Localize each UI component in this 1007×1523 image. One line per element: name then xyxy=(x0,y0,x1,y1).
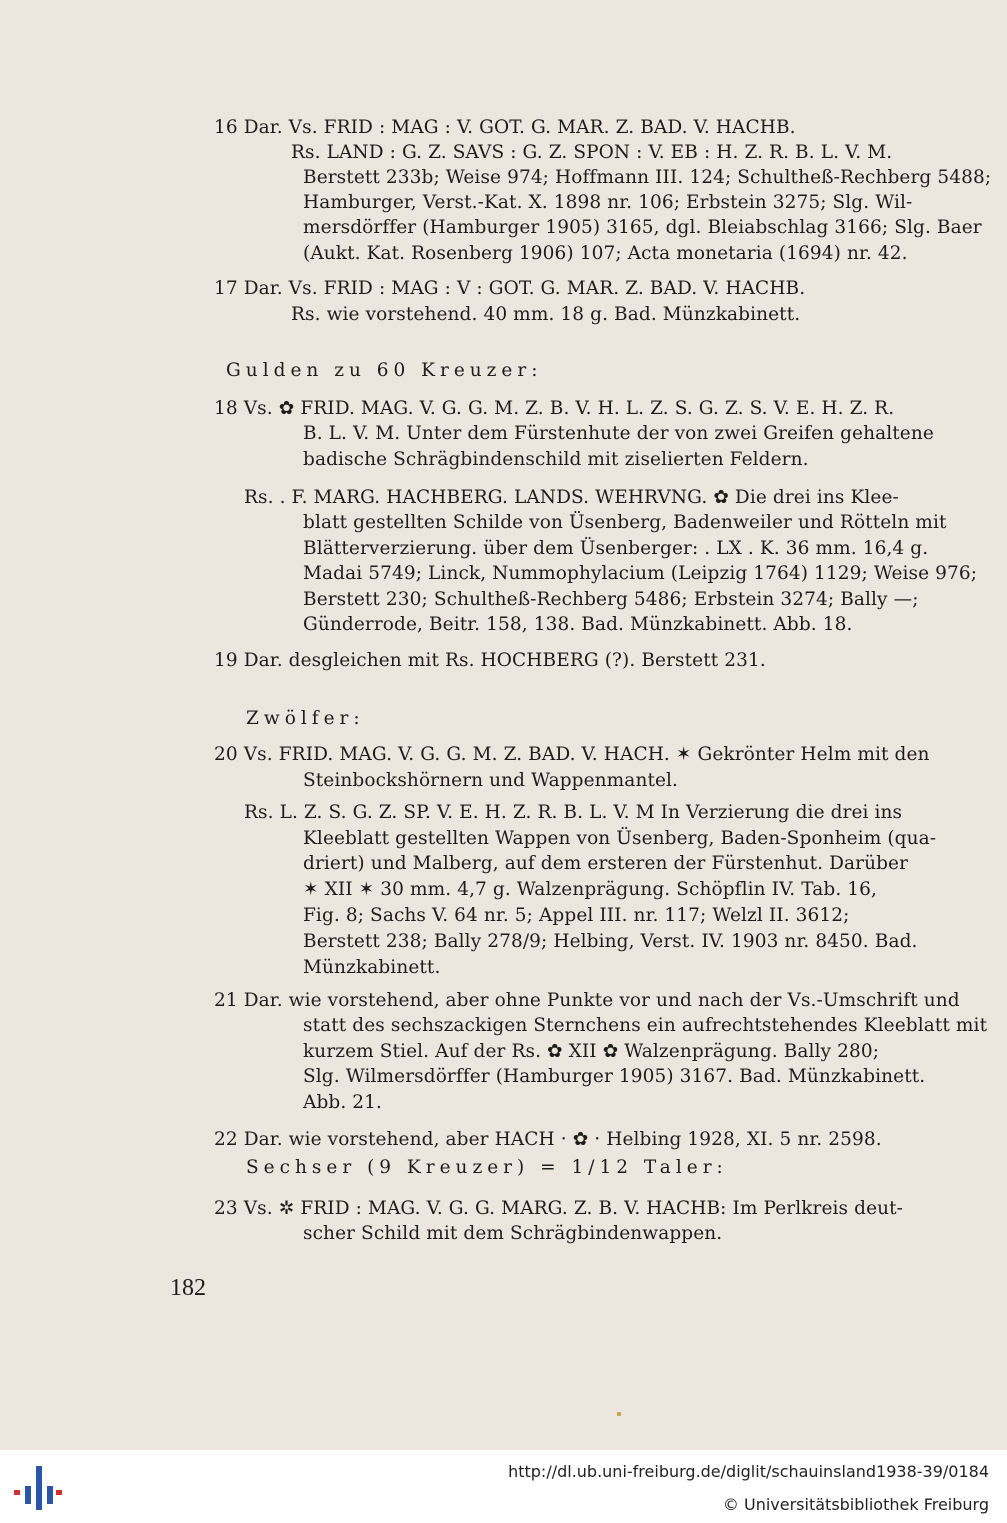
text-line: Günderrode, Beitr. 158, 138. Bad. Münzkabinett. Abb. 18. xyxy=(303,614,853,635)
copyright-notice: © Universitätsbibliothek Freiburg xyxy=(722,1495,989,1514)
section-heading: Zwölfer: xyxy=(246,708,365,729)
page-number: 182 xyxy=(170,1275,206,1301)
text-line: 18 Vs. ✿ FRID. MAG. V. G. G. M. Z. B. V. H. L. Z. S. G. Z. S. V. E. H. Z. R. xyxy=(214,398,895,419)
text-line: Hamburger, Verst.-Kat. X. 1898 nr. 106; Erbstein 3275; Slg. Wil- xyxy=(303,192,913,213)
text-line: Fig. 8; Sachs V. 64 nr. 5; Appel III. nr. 117; Welzl II. 3612; xyxy=(303,905,850,926)
text-line: Münzkabinett. xyxy=(303,957,441,978)
text-line: kurzem Stiel. Auf der Rs. ✿ XII ✿ Walzenprägung. Bally 280; xyxy=(303,1041,880,1062)
text-line: Madai 5749; Linck, Nummophylacium (Leipzig 1764) 1129; Weise 976; xyxy=(303,563,978,584)
text-line: 17 Dar. Vs. FRID : MAG : V : GOT. G. MAR. Z. BAD. V. HACHB. xyxy=(214,278,806,299)
section-heading: Gulden zu 60 Kreuzer: xyxy=(226,360,543,381)
text-line: 16 Dar. Vs. FRID : MAG : V. GOT. G. MAR. Z. BAD. V. HACHB. xyxy=(214,117,796,138)
text-line: Kleeblatt gestellten Wappen von Üsenberg, Baden-Sponheim (qua- xyxy=(303,828,937,849)
text-line: B. L. V. M. Unter dem Fürstenhute der von zwei Greifen gehaltene xyxy=(303,423,934,444)
text-line: Slg. Wilmersdörffer (Hamburger 1905) 3167. Bad. Münzkabinett. xyxy=(303,1066,926,1087)
text-line: 23 Vs. ✲ FRID : MAG. V. G. G. MARG. Z. B. V. HACHB: Im Perlkreis deut- xyxy=(214,1198,904,1219)
text-line: Steinbockshörnern und Wappenmantel. xyxy=(303,770,679,791)
text-line: driert) und Malberg, auf dem ersteren der Fürstenhut. Darüber xyxy=(303,853,909,874)
text-line: Abb. 21. xyxy=(303,1092,383,1113)
text-line: Rs. LAND : G. Z. SAVS : G. Z. SPON : V. EB : H. Z. R. B. L. V. M. xyxy=(291,142,893,163)
text-line: 22 Dar. wie vorstehend, aber HACH · ✿ · Helbing 1928, XI. 5 nr. 2598. xyxy=(214,1129,882,1150)
text-line: Rs. . F. MARG. HACHBERG. LANDS. WEHRVNG. ✿ Die drei ins Klee- xyxy=(244,487,899,508)
text-line: Berstett 230; Schultheß-Rechberg 5486; Erbstein 3274; Bally —; xyxy=(303,589,919,610)
text-line: ✶ XII ✶ 30 mm. 4,7 g. Walzenprägung. Schöpflin IV. Tab. 16, xyxy=(303,879,878,900)
library-logo-icon xyxy=(12,1462,64,1514)
text-line: blatt gestellten Schilde von Üsenberg, Badenweiler und Rötteln mit xyxy=(303,512,947,533)
text-line: Berstett 233b; Weise 974; Hoffmann III. 124; Schultheß-Rechberg 5488; xyxy=(303,167,992,188)
text-line: 21 Dar. wie vorstehend, aber ohne Punkte vor und nach der Vs.-Umschrift und xyxy=(214,990,960,1011)
section-heading: Sechser (9 Kreuzer) = 1/12 Taler: xyxy=(246,1157,728,1178)
text-line: 19 Dar. desgleichen mit Rs. HOCHBERG (?). Berstett 231. xyxy=(214,650,766,671)
text-line: Rs. L. Z. S. G. Z. SP. V. E. H. Z. R. B. L. V. M In Verzierung die drei ins xyxy=(244,802,903,823)
text-line: 20 Vs. FRID. MAG. V. G. G. M. Z. BAD. V. HACH. ✶ Gekrönter Helm mit den xyxy=(214,744,930,765)
text-line: (Aukt. Kat. Rosenberg 1906) 107; Acta monetaria (1694) nr. 42. xyxy=(303,243,908,264)
text-line: Blätterverzierung. über dem Üsenberger: . LX . K. 36 mm. 16,4 g. xyxy=(303,538,929,559)
text-line: mersdörffer (Hamburger 1905) 3165, dgl. Bleiabschlag 3166; Slg. Baer xyxy=(303,217,982,238)
text-line: badische Schrägbindenschild mit ziselierten Feldern. xyxy=(303,449,809,470)
text-line: Rs. wie vorstehend. 40 mm. 18 g. Bad. Münzkabinett. xyxy=(291,304,801,325)
scan-speck xyxy=(617,1412,621,1416)
text-line: statt des sechszackigen Sternchens ein aufrechtstehendes Kleeblatt mit xyxy=(303,1015,988,1036)
source-url-link[interactable]: http://dl.ub.uni-freiburg.de/diglit/schauinsland1938-39/0184 xyxy=(508,1462,989,1481)
text-line: Berstett 238; Bally 278/9; Helbing, Verst. IV. 1903 nr. 8450. Bad. xyxy=(303,931,918,952)
text-line: scher Schild mit dem Schrägbindenwappen. xyxy=(303,1223,723,1244)
